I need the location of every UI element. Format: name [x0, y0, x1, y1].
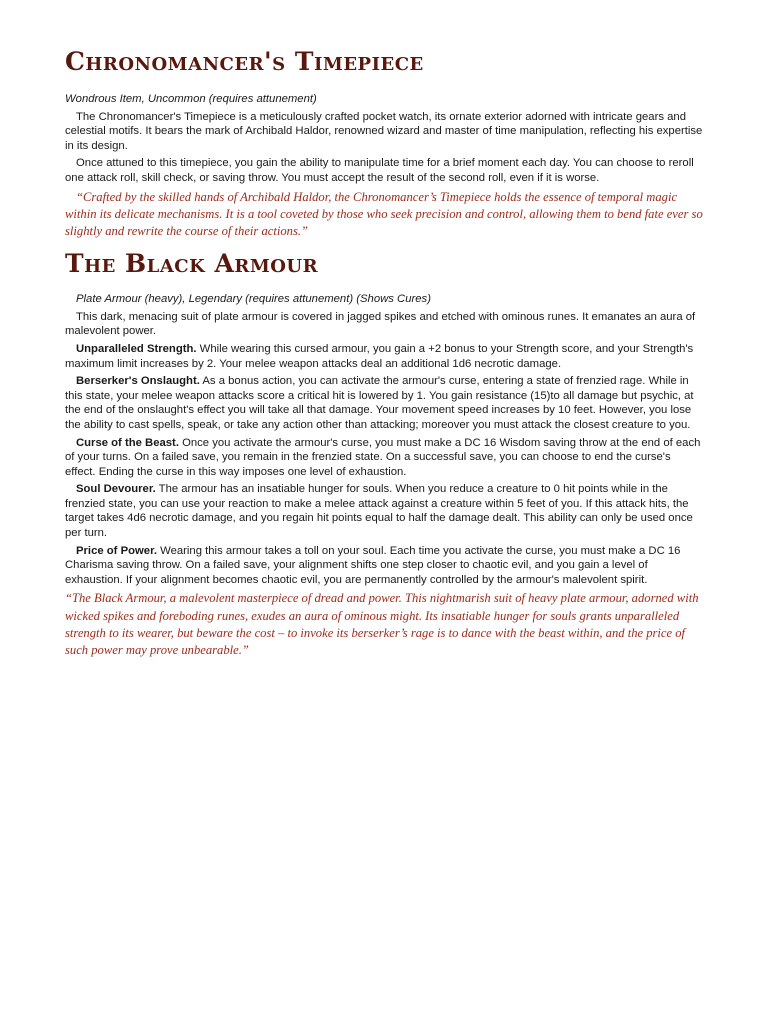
- document-page: [65, 44, 703, 659]
- feature-text: Once you activate the armour's curse, you must make a DC 16 Wisdom saving throw at the end of each of your turns. On a failed save, you remain in the frenzied state. On a successful save, you can choose to end the curse's effect. Ending the curse in this way imposes one level of exhaustion.: [65, 436, 701, 478]
- feature-paragraph: [65, 436, 703, 480]
- feature-paragraph: [65, 482, 703, 540]
- feature-text: The armour has an insatiable hunger for souls. When you reduce a creature to 0 hit points while in the frenzied state, you can use your reaction to make a melee attack against a creature within 5 feet of you. If this attack hits, the target takes 4d6 necrotic damage, and you regain hit points equal to half the damage dealt. This ability can only be used once per turn.: [65, 483, 693, 540]
- feature-paragraph: [65, 342, 703, 371]
- description-paragraph: Once attuned to this timepiece, you gain the ability to manipulate time for a brief moment each day. You can choose to reroll one attack roll, skill check, or saving throw. You must accept the result of the second roll, even if it is worse.: [65, 157, 694, 184]
- feature-text: Wearing this armour takes a toll on your soul. Each time you activate the curse, you must make a DC 16 Charisma saving throw. On a failed save, your alignment shifts one step closer to chaotic evil, and you gain a level of exhaustion. If your alignment becomes chaotic evil, you are permanently controlled by the armour's malevolent spirit.: [65, 544, 681, 586]
- flavor-quote-timepiece: “Crafted by the skilled hands of Archibald Haldor, the Chronomancer’s Timepiece holds the essence of temporal magic within its delicate mechanisms. It is a tool coveted by those who seek precision and control, allowing them to bend fate ever so slightly and rewrite the course of their actions.”: [65, 189, 703, 238]
- flavor-quote-black-armour: “The Black Armour, a malevolent masterpiece of dread and power. This nightmarish suit of heavy plate armour, adorned with wicked spikes and foreboding runes, exudes an aura of ominous might. Its insatiable hunger for souls grants unparalleled strength to its wearer, but beware the cost – to invoke its berserker’s rage is to dance with the beast within, and the price of such power may prove unbearable.”: [65, 591, 699, 658]
- item-subtitle-timepiece: Wondrous Item, Uncommon (requires attunement): [65, 93, 317, 105]
- description-paragraph: The Chronomancer's Timepiece is a meticulously crafted pocket watch, its ornate exterior adorned with intricate gears and celestial motifs. It bears the mark of Archibald Haldor, renowned wizard and master of time manipulation, reflecting his expertise in its design.: [65, 110, 703, 152]
- item-title-timepiece: Chronomancer's Timepiece: [65, 47, 424, 76]
- item-subtitle-black-armour: Plate Armour (heavy), Legendary (requires attunement) (Shows Cures): [76, 293, 431, 306]
- feature-name: Price of Power.: [76, 544, 157, 557]
- item-title-black-armour: The Black Armour: [65, 249, 319, 279]
- feature-name: Soul Devourer.: [76, 483, 156, 496]
- feature-name: Berserker's Onslaught.: [76, 375, 200, 388]
- feature-name: Unparalleled Strength.: [76, 342, 197, 355]
- feature-text: While wearing this cursed armour, you gain a +2 bonus to your Strength score, and your Strength's maximum limit increases by 2. Your melee weapon attacks deal an additional 1d6 necrotic damage.: [65, 342, 694, 370]
- description-paragraph: This dark, menacing suit of plate armour is covered in jagged spikes and etched with ominous runes. It emanates an aura of malevolent power.: [65, 310, 696, 338]
- feature-name: Curse of the Beast.: [76, 436, 179, 449]
- feature-text: As a bonus action, you can activate the armour's curse, entering a state of frenzied rage. While in this state, your melee weapon attacks score a critical hit is lowered by 1. You gain resistance (15)to all damage but psychic, at the end of the onslaught's effect you will take all that damage. Your movement speed increases by 10 feet. However, you lose the ability to cast spells, speak, or take any action other than attacking; moreover you must attack the closest creature to you.: [65, 375, 694, 431]
- feature-paragraph: [65, 544, 703, 588]
- feature-paragraph: [65, 374, 703, 432]
